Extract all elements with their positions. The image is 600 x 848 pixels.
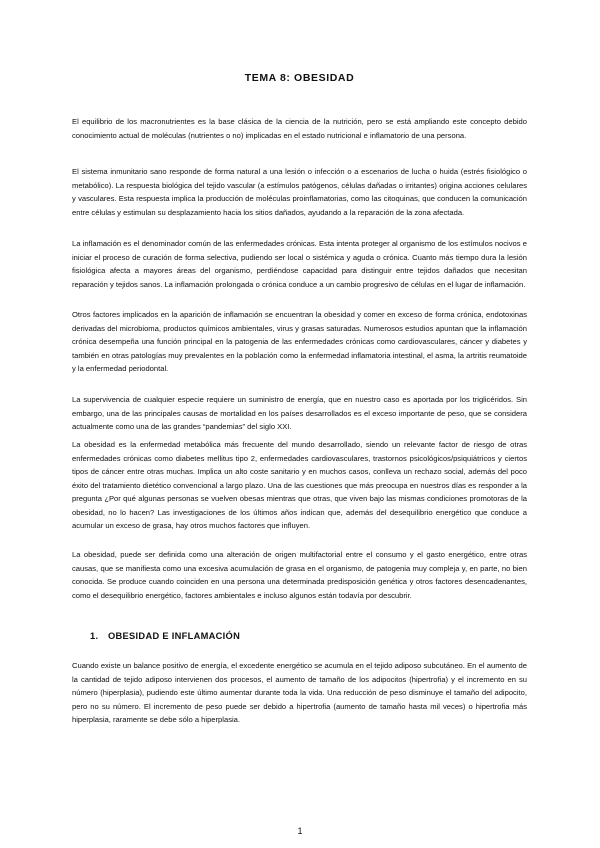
paragraph-obesity-definition: La obesidad, puede ser definida como una alteración de origen multifactorial entre el consumo y el gasto energético, entre otras causas, que se manifiesta como una excesiva acumulación de grasa en el organismo, de patogenia muy compleja y, en parte, no bien conocida. Se produce cuando coinciden en una persona una determinada predisposición genética y otros factores desencadenantes, como el desequilibrio energético, factores ambientales e incluso algunos están todavía por descubrir.: [72, 550, 527, 600]
paragraph-macronutrients: El equilibrio de los macronutrientes es la base clásica de la ciencia de la nutrición, pero se está ampliando este concepto debido conocimiento actual de moléculas (nutrientes o no) implicadas en el estado nutricional e inflamatorio de una persona.: [72, 117, 527, 140]
paragraph-energy-supply: La supervivencia de cualquier especie requiere un suministro de energía, que en nuestro caso es aportada por los triglicéridos. Sin embargo, una de las principales causas de mortalidad en los países desarrollados es el exceso importante de peso, que se considera actualmente como una de las grandes “pandemias” del siglo XXI.: [72, 395, 527, 431]
paragraph-other-factors: Otros factores implicados en la aparición de inflamación se encuentran la obesidad y comer en exceso de forma crónica, endotoxinas derivadas del microbioma, productos químicos ambientales, virus y grasas saturadas. Numerosos estudios apuntan que la inflamación crónica desempeña una función principal en la patogenia de las enfermedades crónicas como cardiovasculares, cáncer y diabetes y también en otras patologías muy prevalentes en la población como la enfermedad inflamatoria intestinal, el asma, la artritis reumatoide y la enfermedad periodontal.: [72, 310, 527, 373]
paragraph-immune-system: El sistema inmunitario sano responde de forma natural a una lesión o infección o a escenarios de lucha o huida (estrés fisiológico o metabólico). La respuesta biológica del tejido vascular (a estímulos patógenos, células dañadas o irritantes) origina acciones celulares y vasculares. Esta respuesta implica la producción de moléculas proinflamatorias, como las citoquinas, que conducen la comunicación entre células y estimulan su desplazamiento hacia los sitios dañados, ayudando a la reparación de la zona afectada.: [72, 167, 527, 217]
section-title: OBESIDAD E INFLAMACIÓN: [108, 631, 241, 641]
section-heading: [90, 631, 240, 641]
page-number: 1: [297, 826, 303, 836]
document-title: TEMA 8: OBESIDAD: [244, 72, 355, 84]
paragraph-obesity-disease: La obesidad es la enfermedad metabólica más frecuente del mundo desarrollado, siendo un relevante factor de riesgo de otras enfermedades crónicas como diabetes mellitus tipo 2, enfermedades cardiovasculares, trastornos psicológicos/psiquiátricos y ciertos tipos de cáncer entre otras muchas. Implica un alto coste sanitario y en muchos casos, conlleva un rechazo social, además del poco éxito del tratamiento dietético convencional a largo plazo. Una de las cuestiones que más preocupa en nuestros días es responder a la pregunta ¿Por qué algunas personas se vuelven obesas mientras que otras, que viven bajo las mismas condiciones promotoras de la obesidad, no lo hacen? Las investigaciones de los últimos años indican que, además del desequilibrio energético que conduce a acumular un exceso de grasa, hay otros muchos factores que influyen.: [72, 440, 527, 530]
paragraph-inflammation: La inflamación es el denominador común de las enfermedades crónicas. Esta intenta proteger al organismo de los estímulos nocivos e iniciar el proceso de curación de forma selectiva, pudiendo ser local o sistémica y aguda o crónica. Cuanto más tiempo dura la lesión fisiológica afecta a mayores áreas del organismo, perdiéndose capacidad para distinguir entre tejidos dañados que necesitan reparación y tejidos sanos. La inflamación prolongada o crónica conduce a un cambio progresivo de células en el lugar de inflamación.: [72, 239, 527, 289]
paragraph-energy-balance: Cuando existe un balance positivo de energía, el excedente energético se acumula en el tejido adiposo subcutáneo. En el aumento de la cantidad de tejido adiposo intervienen dos procesos, el aumento de tamaño de los adipocitos (hipertrofia) y el incremento en su número (hiperplasia), pudiendo este último aumentar durante toda la vida. Una reducción de peso disminuye el tamaño del adipocito, pero no su número. El incremento de peso puede ser debido a hipertrofia (aumento de tamaño hasta mil veces) o hipertrofia más hiperplasia, raramente se debe sólo a hiperplasia.: [72, 661, 527, 724]
section-number: 1.: [90, 631, 99, 641]
